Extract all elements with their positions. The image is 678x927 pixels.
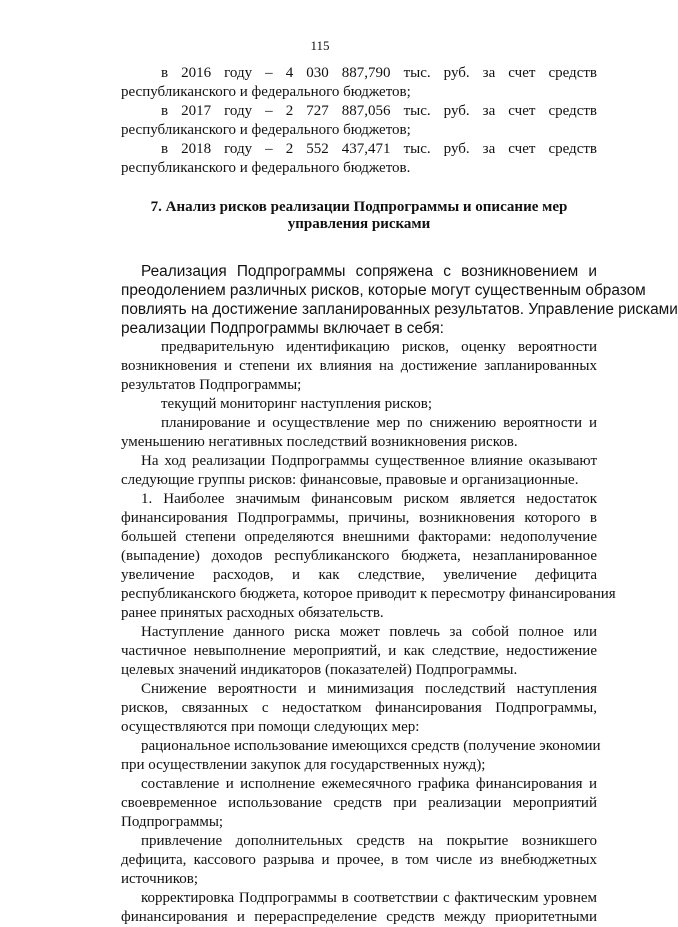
section-heading [121, 199, 597, 233]
paragraph-line: частичное невыполнение мероприятий, и как следствие, недостижение [121, 643, 597, 659]
paragraph-list [121, 262, 678, 927]
funding-list [121, 64, 597, 178]
paragraph [121, 452, 597, 490]
paragraph [121, 737, 601, 775]
paragraph-line: республиканского бюджета, которое приводит к пересмотру финансирования [121, 586, 616, 602]
paragraph-line: целевых значений индикаторов (показателей) Подпрограммы. [121, 662, 518, 678]
paragraph-line: Подпрограммы; [121, 814, 224, 830]
paragraph [121, 262, 678, 338]
paragraph-line: рисков, связанных с недостатком финансирования Подпрограммы, [121, 700, 597, 716]
paragraph-line: корректировка Подпрограммы в соответствии с фактическим уровнем [141, 890, 597, 906]
paragraph [121, 832, 597, 889]
paragraph-line: текущий мониторинг наступления рисков; [161, 396, 433, 412]
paragraph-line: Реализация Подпрограммы сопряжена с возникновением и [141, 263, 597, 280]
paragraph-line: своевременное использование средств при реализации мероприятий [121, 795, 597, 811]
funding-line: в 2016 году – 4 030 887,790 тыс. руб. за счет средств [161, 65, 597, 81]
funding-line-cont: республиканского и федерального бюджетов. [121, 160, 411, 176]
paragraph-line: составление и исполнение ежемесячного графика финансирования и [141, 776, 597, 792]
funding-line-cont: республиканского и федерального бюджетов; [121, 84, 411, 100]
paragraph-line: На ход реализации Подпрограммы существенное влияние оказывают [141, 453, 597, 469]
paragraph-line: рациональное использование имеющихся средств (получение экономии [141, 738, 601, 754]
heading-line: 7. Анализ рисков реализации Подпрограммы и описание мер [150, 199, 568, 215]
page-number: 115 [310, 38, 330, 53]
paragraph-line: дефицита, кассового разрыва и прочее, в том числе из внебюджетных [121, 852, 597, 868]
paragraph [121, 338, 597, 395]
paragraph-line: возникновения и степени их влияния на достижение запланированных [121, 358, 597, 374]
paragraph [121, 414, 597, 452]
paragraph [121, 623, 597, 680]
paragraph-line: осуществляются при помощи следующих мер: [121, 719, 420, 735]
paragraph-line: результатов Подпрограммы; [121, 377, 302, 393]
paragraph [121, 680, 597, 737]
paragraph-line: следующие группы рисков: финансовые, правовые и организационные. [121, 472, 579, 488]
paragraph [121, 395, 597, 414]
paragraph-line: Снижение вероятности и минимизация последствий наступления [141, 681, 597, 697]
paragraph-line: 1. Наиболее значимым финансовым риском является недостаток [141, 491, 597, 507]
paragraph-line: источников; [121, 871, 199, 887]
paragraph-line: (выпадение) доходов республиканского бюджета, незапланированное [121, 548, 597, 564]
paragraph [121, 889, 597, 927]
funding-line: в 2018 году – 2 552 437,471 тыс. руб. за счет средств [161, 141, 597, 157]
paragraph-line: финансирования Подпрограммы, причины, возникновения которого в [121, 510, 597, 526]
paragraph-line: преодолением различных рисков, которые могут существенным образом [121, 282, 646, 299]
paragraph-line: реализации Подпрограммы включает в себя: [121, 320, 444, 337]
paragraph-line: Наступление данного риска может повлечь за собой полное или [141, 624, 597, 640]
paragraph-line: большей степени определяются внешними факторами: недополучение [121, 529, 597, 545]
paragraph-line: планирование и осуществление мер по снижению вероятности и [161, 415, 597, 431]
paragraph-line: предварительную идентификацию рисков, оценку вероятности [161, 339, 597, 355]
paragraph-line: финансирования и перераспределение средств между приоритетными [121, 909, 597, 925]
paragraph-line: уменьшению негативных последствий возникновения рисков. [121, 434, 518, 450]
paragraph-line: привлечение дополнительных средств на покрытие возникшего [141, 833, 597, 849]
paragraph-line: повлиять на достижение запланированных результатов. Управление рисками [121, 301, 678, 318]
paragraph-line: увеличение расходов, и как следствие, увеличение дефицита [121, 567, 597, 583]
heading-line: управления рисками [287, 216, 431, 232]
document-body [121, 64, 678, 927]
funding-line-cont: республиканского и федерального бюджетов; [121, 122, 411, 138]
funding-line: в 2017 году – 2 727 887,056 тыс. руб. за счет средств [161, 103, 597, 119]
paragraph-line: ранее принятых расходных обязательств. [121, 605, 384, 621]
paragraph-line: при осуществлении закупок для государственных нужд); [121, 757, 486, 773]
paragraph [121, 775, 597, 832]
paragraph [121, 490, 616, 623]
